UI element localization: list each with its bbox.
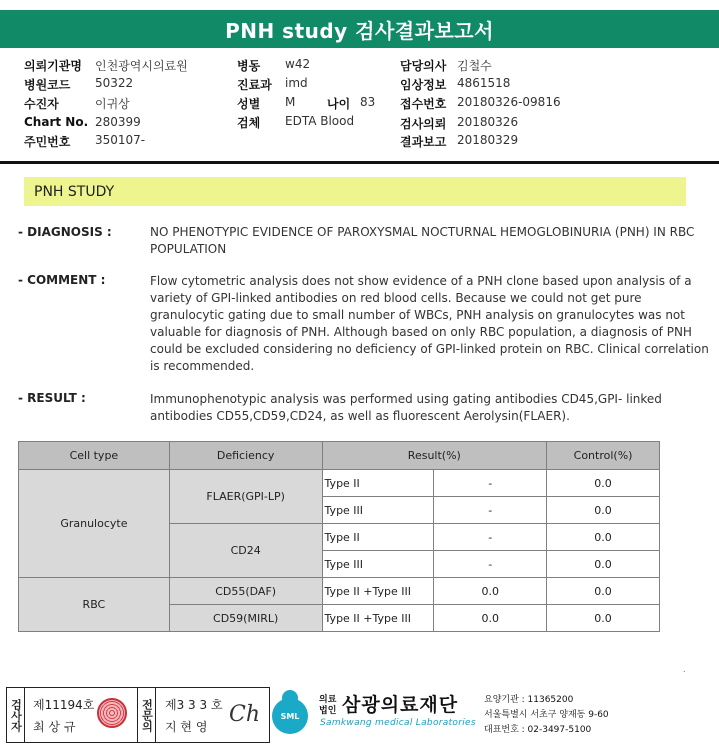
- foundation-en-name: Samkwang medical Laboratories: [320, 718, 476, 728]
- institution-value: 인천광역시의료원: [95, 59, 188, 73]
- result-cell: -: [434, 524, 547, 551]
- ward-label: 병동: [237, 59, 261, 73]
- signature-box: [6, 687, 270, 743]
- control-cell: 0.0: [547, 524, 660, 551]
- receipt-value: 20180326-09816: [457, 95, 561, 109]
- type-cell: Type II +Type III: [322, 605, 434, 632]
- control-cell: 0.0: [547, 497, 660, 524]
- control-cell: 0.0: [547, 578, 660, 605]
- ward-value: w42: [285, 57, 311, 71]
- chart-value: 280399: [95, 115, 141, 129]
- comment-label: - COMMENT :: [18, 273, 106, 287]
- receipt-label: 접수번호: [400, 97, 447, 111]
- table-row: [19, 578, 660, 605]
- header-deficiency: Deficiency: [169, 442, 322, 470]
- dept-value: imd: [285, 76, 308, 90]
- cell-type-granulocyte: Granulocyte: [19, 470, 170, 578]
- type-cell: Type II: [322, 524, 434, 551]
- result-cell: -: [434, 470, 547, 497]
- doctor-label: 담당의사: [400, 59, 447, 73]
- chart-label: Chart No.: [24, 115, 89, 129]
- specialist-label: 전문의: [138, 688, 156, 742]
- diagnosis-label: - DIAGNOSIS :: [18, 225, 112, 239]
- deficiency-cd55: CD55(DAF): [169, 578, 322, 605]
- specimen-value: EDTA Blood: [285, 114, 355, 128]
- header-cell-type: Cell type: [19, 442, 170, 470]
- foundation-name: 삼광의료재단: [342, 694, 459, 716]
- care-code: 요양기관 : 11365200: [484, 695, 574, 705]
- foundation-logo: [272, 688, 712, 744]
- specialist-name: 지 현 영: [165, 720, 208, 734]
- institution-label: 의뢰기관명: [24, 59, 82, 73]
- sex-value: M: [285, 95, 296, 109]
- patient-info-panel: [0, 50, 719, 164]
- control-cell: 0.0: [547, 605, 660, 632]
- rrn-label: 주민번호: [24, 135, 71, 149]
- result-cell: -: [434, 551, 547, 578]
- sml-logo-icon: [272, 698, 308, 734]
- result-label: - RESULT :: [18, 391, 86, 405]
- logo-small-top: 의료: [319, 695, 337, 705]
- phone: 대표번호 : 02-3497-5100: [484, 725, 592, 735]
- request-label: 검사의뢰: [400, 117, 447, 131]
- comment-text: Flow cytometric analysis does not show evidence of a PNH clone based upon analysis of a variety of GPI-linked antibodies on red blood cells. Because we could not get pure granulocytic gating due to small number of WBCs, PNH analysis on granulocytes was not valuable for diagnosis of PNH. Although based on only RBC population, a diagnosis of PNH could be excluded considering no deficiency of GPI-linked protein on RBC. Clinical correlation is recommended.: [150, 274, 709, 373]
- table-row: [19, 470, 660, 497]
- diagnosis-text: NO PHENOTYPIC EVIDENCE OF PAROXYSMAL NOCTURNAL HEMOGLOBINURIA (PNH) IN RBC POPULATION: [150, 225, 695, 256]
- table-header-row: [19, 442, 660, 470]
- patient-value: 이귀상: [95, 97, 130, 111]
- age-value: 83: [360, 95, 376, 109]
- type-cell: Type III: [322, 497, 434, 524]
- doctor-value: 김철수: [457, 59, 492, 73]
- report-date-value: 20180329: [457, 133, 519, 147]
- cell-type-rbc: RBC: [19, 578, 170, 632]
- type-cell: Type III: [322, 551, 434, 578]
- result-cell: 0.0: [434, 605, 547, 632]
- inspector-name: 최 상 규: [33, 720, 76, 734]
- logo-mark: SML: [280, 711, 300, 721]
- specialist-number: 제3 3 3 호: [165, 698, 223, 712]
- header-result: Result(%): [322, 442, 547, 470]
- inspector-seal-icon: [97, 698, 127, 728]
- clinical-label: 임상정보: [400, 78, 447, 92]
- address: 서울특별시 서초구 양재동 9-60: [484, 710, 609, 720]
- inspector-number: 제11194호: [33, 698, 95, 712]
- deficiency-flaer: FLAER(GPI-LP): [169, 470, 322, 524]
- result-text: Immunophenotypic analysis was performed using gating antibodies CD45,GPI- linked antibodies CD55,CD59,CD24, as well as fluorescent Aerolysin(FLAER).: [150, 392, 662, 423]
- result-cell: -: [434, 497, 547, 524]
- clinical-value: 4861518: [457, 76, 511, 90]
- control-cell: 0.0: [547, 551, 660, 578]
- rrn-value: 350107-: [95, 133, 146, 147]
- result-cell: 0.0: [434, 578, 547, 605]
- specialist-signature: Ch: [229, 702, 261, 727]
- logo-small-bottom: 법인: [319, 706, 337, 716]
- specimen-label: 검체: [237, 116, 261, 130]
- request-value: 20180326: [457, 115, 519, 129]
- type-cell: Type II +Type III: [322, 578, 434, 605]
- sex-label: 성별: [237, 97, 261, 111]
- deficiency-cd24: CD24: [169, 524, 322, 578]
- control-cell: 0.0: [547, 470, 660, 497]
- report-date-label: 결과보고: [400, 135, 447, 149]
- hospital-code-value: 50322: [95, 76, 134, 90]
- dept-label: 진료과: [237, 78, 272, 92]
- inspector-label: 검사자: [7, 688, 25, 742]
- patient-label: 수진자: [24, 97, 59, 111]
- report-title: PNH study 검사결과보고서: [0, 10, 719, 48]
- deficiency-cd59: CD59(MIRL): [169, 605, 322, 632]
- header-control: Control(%): [547, 442, 660, 470]
- type-cell: Type II: [322, 470, 434, 497]
- section-title: PNH STUDY: [24, 177, 686, 206]
- result-table: [18, 441, 660, 632]
- hospital-code-label: 병원코드: [24, 78, 71, 92]
- age-label: 나이: [327, 97, 351, 111]
- page-dot: .: [683, 665, 686, 674]
